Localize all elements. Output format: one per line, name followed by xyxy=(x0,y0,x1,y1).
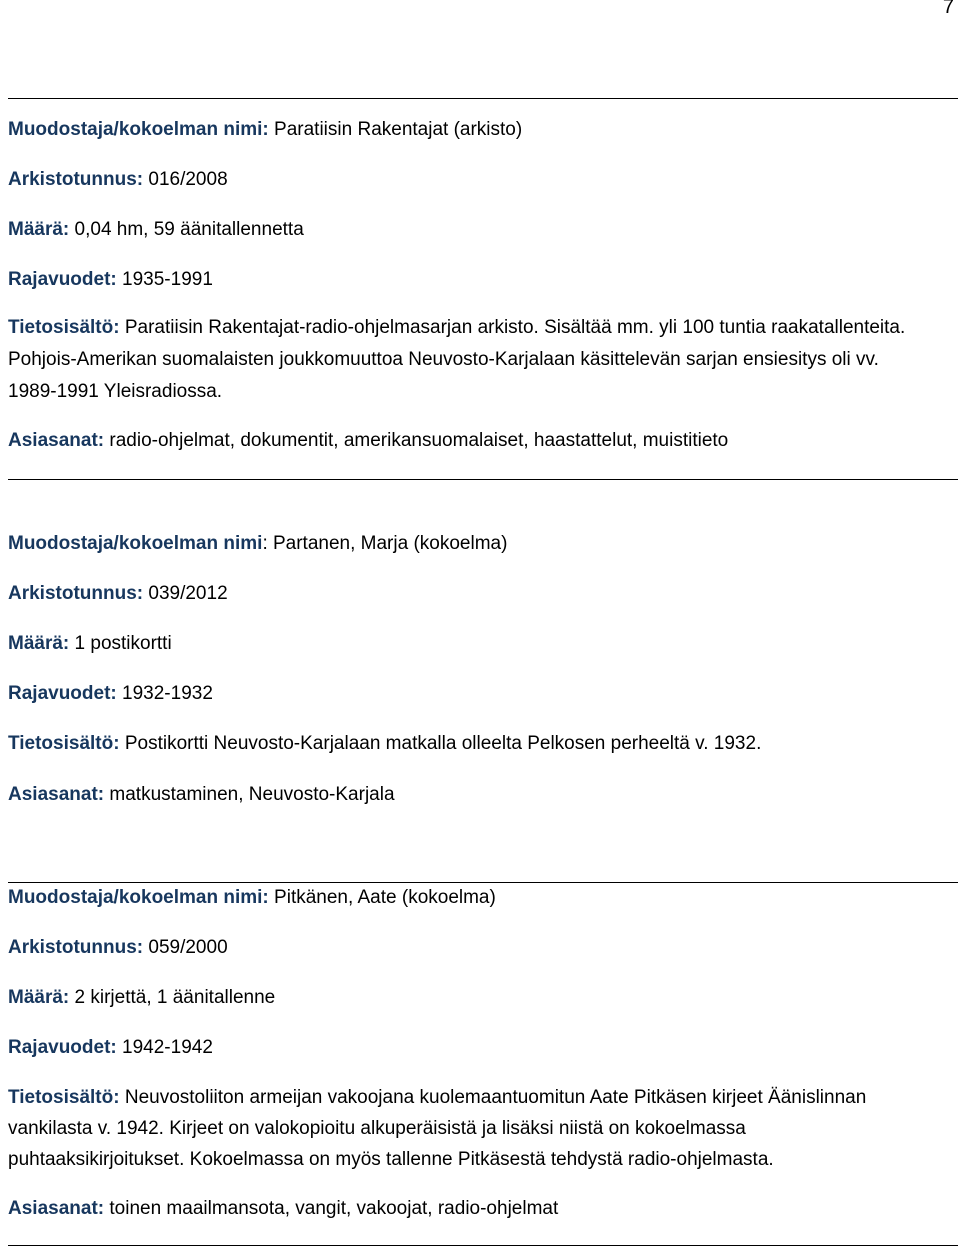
content-description-row xyxy=(8,316,905,340)
keywords-label: Asiasanat: xyxy=(8,784,105,805)
content-description-label: Tietosisältö: xyxy=(8,733,120,754)
record-divider xyxy=(8,882,958,883)
content-description-line: puhtaaksikirjoitukset. Kokoelmassa on myös tallenne Pitkäsestä tehdystä radio-ohjelmasta. xyxy=(8,1149,774,1170)
content-description-label: Tietosisältö: xyxy=(8,317,120,338)
keywords-row xyxy=(8,1197,558,1221)
amount-label: Määrä: xyxy=(8,219,70,240)
collection-name-row xyxy=(8,886,496,910)
amount-row xyxy=(8,632,172,656)
content-description-line: Postikortti Neuvosto-Karjalaan matkalla olleelta Pelkosen perheeltä v. 1932. xyxy=(124,733,762,754)
year-range-value: 1935-1991 xyxy=(122,269,213,290)
year-range-row xyxy=(8,682,213,706)
content-description-line: Neuvostoliiton armeijan vakoojana kuolemaantuomitun Aate Pitkäsen kirjeet Äänislinnan xyxy=(124,1087,867,1108)
collection-name-value: : Partanen, Marja (kokoelma) xyxy=(262,533,508,554)
content-description-row xyxy=(8,732,761,756)
archive-id-value: 039/2012 xyxy=(148,583,228,604)
archive-id-label: Arkistotunnus: xyxy=(8,583,144,604)
year-range-row xyxy=(8,268,213,292)
archive-id-row xyxy=(8,168,228,192)
content-description-line: vankilasta v. 1942. Kirjeet on valokopioitu alkuperäisistä ja lisäksi niistä on kokoelmassa xyxy=(8,1118,746,1139)
collection-name-row xyxy=(8,118,522,142)
year-range-label: Rajavuodet: xyxy=(8,1037,117,1058)
record-divider xyxy=(8,1245,958,1246)
amount-value: 0,04 hm, 59 äänitallennetta xyxy=(74,219,304,240)
archive-id-row xyxy=(8,582,228,606)
content-description-line: Pohjois-Amerikan suomalaisten joukkomuuttoa Neuvosto-Karjalaan käsittelevän sarjan ensiesitys oli vv. xyxy=(8,349,879,370)
content-description-row xyxy=(8,1086,866,1110)
keywords-label: Asiasanat: xyxy=(8,1198,105,1219)
amount-value: 2 kirjettä, 1 äänitallenne xyxy=(74,987,276,1008)
keywords-row xyxy=(8,783,395,807)
collection-name-label: Muodostaja/kokoelman nimi xyxy=(8,533,263,554)
collection-name-label: Muodostaja/kokoelman nimi: xyxy=(8,887,269,908)
year-range-value: 1942-1942 xyxy=(122,1037,213,1058)
amount-value: 1 postikortti xyxy=(74,633,172,654)
collection-name-value: Pitkänen, Aate (kokoelma) xyxy=(274,887,496,908)
collection-name-value: Paratiisin Rakentajat (arkisto) xyxy=(274,119,523,140)
year-range-label: Rajavuodet: xyxy=(8,683,117,704)
content-description-line: 1989-1991 Yleisradiossa. xyxy=(8,381,223,402)
record-divider xyxy=(8,98,958,99)
keywords-value: toinen maailmansota, vangit, vakoojat, radio-ohjelmat xyxy=(109,1198,559,1219)
amount-label: Määrä: xyxy=(8,633,70,654)
collection-name-label: Muodostaja/kokoelman nimi: xyxy=(8,119,269,140)
year-range-row xyxy=(8,1036,213,1060)
amount-label: Määrä: xyxy=(8,987,70,1008)
amount-row xyxy=(8,986,275,1010)
archive-id-value: 059/2000 xyxy=(148,937,228,958)
year-range-label: Rajavuodet: xyxy=(8,269,117,290)
record-divider xyxy=(8,479,958,480)
keywords-label: Asiasanat: xyxy=(8,430,105,451)
archive-id-label: Arkistotunnus: xyxy=(8,937,144,958)
archive-id-row xyxy=(8,936,228,960)
keywords-row xyxy=(8,429,728,453)
amount-row xyxy=(8,218,304,242)
year-range-value: 1932-1932 xyxy=(122,683,213,704)
archive-id-label: Arkistotunnus: xyxy=(8,169,144,190)
collection-name-row xyxy=(8,532,507,556)
keywords-value: radio-ohjelmat, dokumentit, amerikansuomalaiset, haastattelut, muistitieto xyxy=(109,430,729,451)
page-number: 7 xyxy=(942,0,954,18)
keywords-value: matkustaminen, Neuvosto-Karjala xyxy=(109,784,395,805)
archive-id-value: 016/2008 xyxy=(148,169,228,190)
content-description-line: Paratiisin Rakentajat-radio-ohjelmasarjan arkisto. Sisältää mm. yli 100 tuntia raakatallenteita. xyxy=(124,317,906,338)
content-description-label: Tietosisältö: xyxy=(8,1087,120,1108)
